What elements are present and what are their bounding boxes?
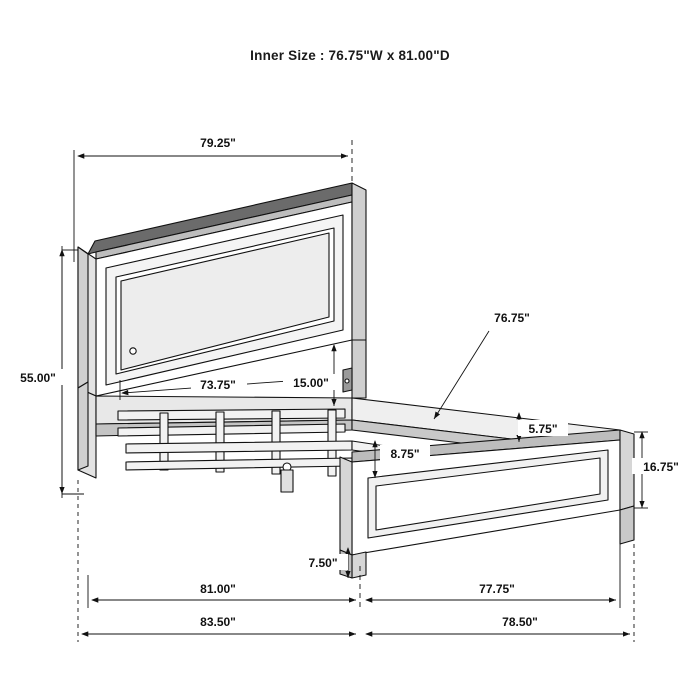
dim-rail-to-headboard: 15.00" (293, 376, 329, 390)
dim-slat-height: 8.75" (390, 447, 420, 461)
dim-headboard-top-width: 79.25" (200, 136, 236, 150)
dim-overall-height: 55.00" (20, 371, 56, 385)
dim-side-outer-length: 83.50" (200, 615, 236, 629)
dim-side-rail-length: 81.00" (200, 582, 236, 596)
dim-headboard-panel-width: 73.75" (200, 378, 236, 392)
dim-footboard-height: 16.75" (643, 460, 679, 474)
dim-footboard-lower: 7.50" (308, 556, 338, 570)
page-title: Inner Size : 76.75"W x 81.00"D (250, 48, 450, 63)
dim-foot-side-length: 77.75" (479, 582, 515, 596)
dim-foot-outer-length: 78.50" (502, 615, 538, 629)
bed-illustration (78, 183, 634, 578)
dim-rail-thickness: 5.75" (528, 422, 558, 436)
dim-inner-depth: 76.75" (494, 311, 530, 325)
